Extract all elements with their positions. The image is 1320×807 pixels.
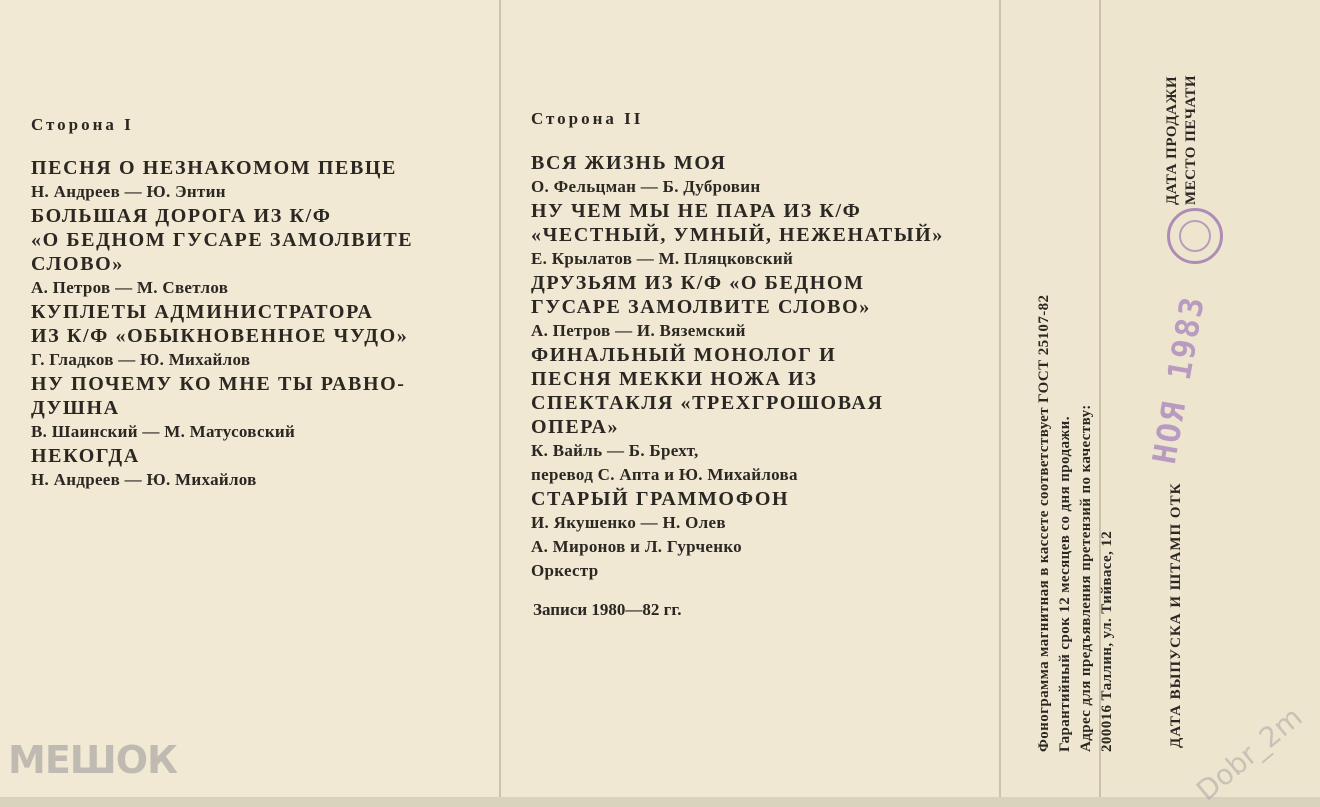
recording-years: Записи 1980—82 гг. <box>533 600 682 619</box>
track-title: ВСЯ ЖИЗНЬ МОЯ <box>531 152 727 174</box>
track-title: ДРУЗЬЯМ ИЗ К/Ф «О БЕДНОМ <box>531 272 865 294</box>
track-title-line: СЛОВО» <box>31 253 124 275</box>
track-title: БОЛЬШАЯ ДОРОГА ИЗ К/Ф <box>31 205 332 227</box>
track-credits: В. Шаинский — М. Матусовский <box>31 422 296 441</box>
legal-line: Адрес для предъявления претензий по качеству: <box>1078 404 1094 752</box>
orchestra: Оркестр <box>531 561 599 580</box>
track-item <box>531 487 944 535</box>
track-item <box>531 271 944 343</box>
track-credits: О. Фельцман — Б. Дубровин <box>531 177 761 196</box>
watermark-logo: МЕШОК <box>8 738 178 782</box>
track-credits: А. Петров — М. Светлов <box>31 278 229 297</box>
track-item <box>31 300 413 372</box>
track-title-line: «ЧЕСТНЫЙ, УМНЫЙ, НЕЖЕНАТЫЙ» <box>531 224 944 246</box>
track-item <box>31 204 413 300</box>
track-title-line: ПЕСНЯ МЕККИ НОЖА ИЗ <box>531 368 818 390</box>
panel-stamp <box>1100 0 1320 797</box>
track-item <box>31 156 413 204</box>
track-item <box>531 151 944 199</box>
legal-line: 200016 Таллин, ул. Тийвасе, 12 <box>1099 530 1115 752</box>
legal-line: Гарантийный срок 12 месяцев со дня продажи. <box>1057 416 1073 752</box>
track-title-line: ОПЕРА» <box>531 416 620 438</box>
track-credits-line: перевод С. Апта и Ю. Михайлова <box>531 465 798 484</box>
round-seal-stamp <box>1167 208 1223 264</box>
track-title-line: ДУШНА <box>31 397 120 419</box>
fold-line <box>999 0 1001 797</box>
track-credits: Н. Андреев — Ю. Энтин <box>31 182 226 201</box>
track-title-line: «О БЕДНОМ ГУСАРЕ ЗАМОЛВИТЕ <box>31 229 414 251</box>
legal-line: Фонограмма магнитная в кассете соответствует ГОСТ 25107-82 <box>1036 294 1052 752</box>
track-title: ФИНАЛЬНЫЙ МОНОЛОГ И <box>531 344 837 366</box>
legal-text <box>1034 112 1118 752</box>
watermark-text: Dobr_2m <box>1190 700 1309 807</box>
track-title: НУ ПОЧЕМУ КО МНЕ ТЫ РАВНО- <box>31 373 406 395</box>
side-one-label: Сторона I <box>31 115 134 134</box>
track-credits: И. Якушенко — Н. Олев <box>531 513 726 532</box>
date-stamp: НОЯ 1983 <box>1145 292 1212 467</box>
release-stamp-label: ДАТА ВЫПУСКА И ШТАМП ОТК <box>1168 482 1184 748</box>
sale-date-block <box>1163 75 1201 205</box>
track-item <box>31 444 413 492</box>
track-title: НУ ЧЕМ МЫ НЕ ПАРА ИЗ К/Ф <box>531 200 862 222</box>
track-item <box>531 343 944 487</box>
track-title: СТАРЫЙ ГРАММОФОН <box>531 488 790 510</box>
side-two-label: Сторона II <box>531 109 644 128</box>
track-credits: Е. Крылатов — М. Пляцковский <box>531 249 794 268</box>
seal-place-label: МЕСТО ПЕЧАТИ <box>1183 74 1199 205</box>
track-item <box>531 199 944 271</box>
fold-line <box>499 0 501 797</box>
track-title-line: ГУСАРЕ ЗАМОЛВИТЕ СЛОВО» <box>531 296 871 318</box>
track-credits: А. Петров — И. Вяземский <box>531 321 746 340</box>
side-two-tracklist <box>531 151 944 583</box>
track-credits: Г. Гладков — Ю. Михайлов <box>31 350 251 369</box>
track-title: ПЕСНЯ О НЕЗНАКОМОМ ПЕВЦЕ <box>31 157 397 179</box>
track-item <box>31 372 413 444</box>
track-title: КУПЛЕТЫ АДМИНИСТРАТОРА <box>31 301 374 323</box>
track-credits: К. Вайль — Б. Брехт, <box>531 441 699 460</box>
performers-item <box>531 535 944 583</box>
performers: А. Миронов и Л. Гурченко <box>531 537 742 556</box>
track-title-line: ИЗ К/Ф «ОБЫКНОВЕННОЕ ЧУДО» <box>31 325 409 347</box>
side-one-tracklist <box>31 156 413 492</box>
track-credits: Н. Андреев — Ю. Михайлов <box>31 470 257 489</box>
track-title-line: СПЕКТАКЛЯ «ТРЕХГРОШОВАЯ <box>531 392 884 414</box>
sale-date-label: ДАТА ПРОДАЖИ <box>1164 76 1180 205</box>
track-title: НЕКОГДА <box>31 445 140 467</box>
